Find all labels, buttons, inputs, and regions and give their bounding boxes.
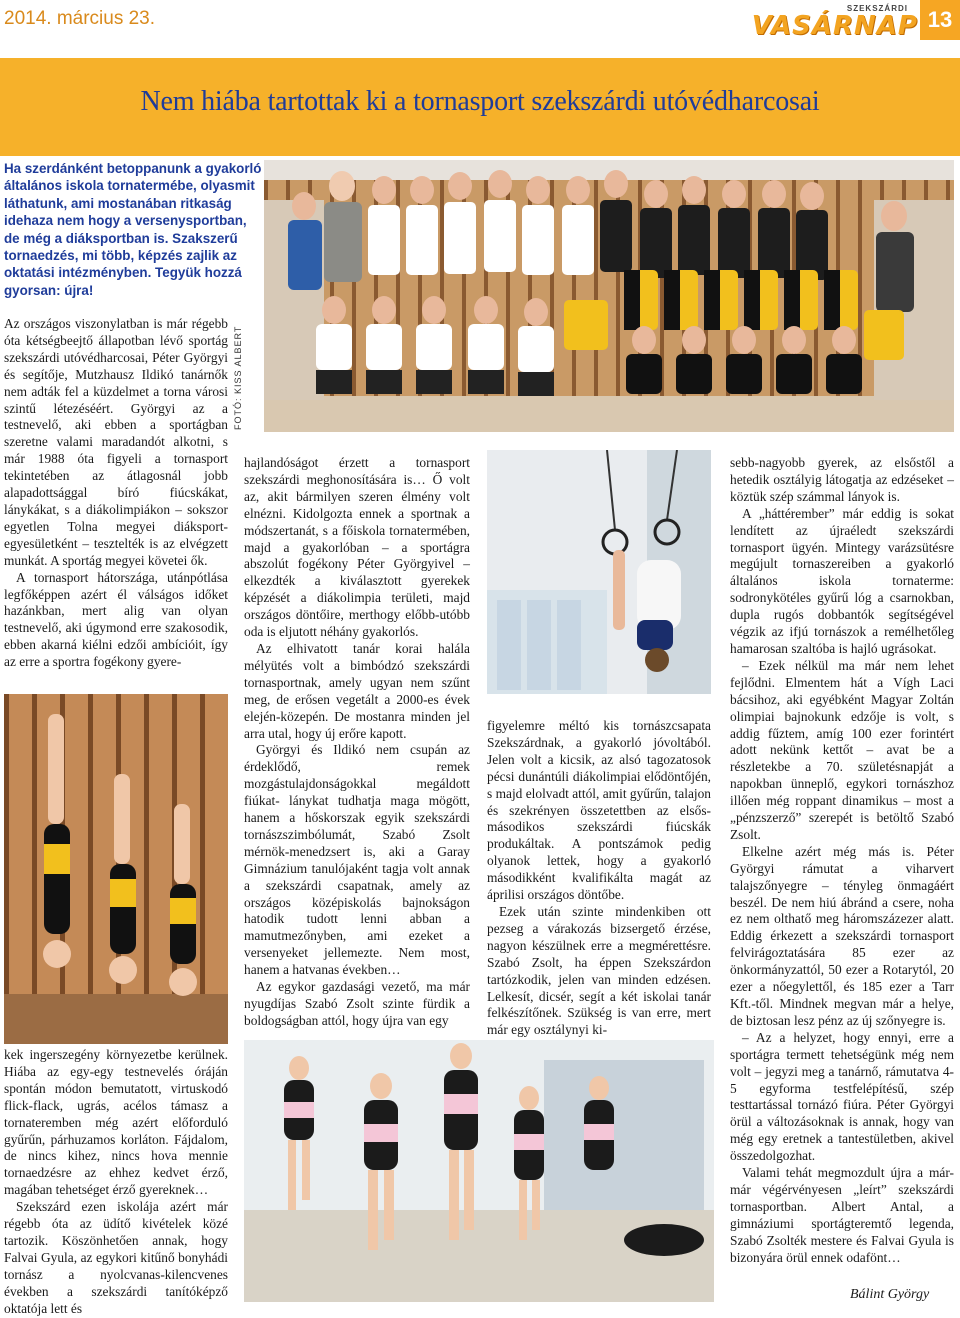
photo-credit [231, 300, 247, 430]
issue-date: 2014. március 23. [4, 8, 156, 29]
paragraph: – Az a helyzet, hogy ennyi, erre a sportágra termett tehetségünk még nem volt – jegyzi meg a tanárnő, rámutatva 4-5 egyforma testfelépítésű, szép testtartással tornázó fiúra. Péter Györgyi örül a változásoknak is annak, hogy van még egy eretnek a tantestületben, akivel összedolgozhat. [730, 1029, 954, 1164]
group-photo-image [264, 160, 954, 432]
paragraph: Az országos viszonylatban is már régebb óta kétségbeejtő állapotban lévő sportág szekszárdi utóvédharcosai, Péter Györgyi és segítője, Mutzhausz Ildikó tanárnők nem adták fel a küzdelmet a torna városi szintű létezéséért. Györgyi az a testnevelő, aki ebben a sportágban szeretne valami maradandót alkotni, s már 1988 óta figyeli a tornasport tekintetében az átlagosnál jobb alapadottsággal bíró fiúcskákat, lánykákat, s a diákolimpiákon – sokszor egyetlen Tolna megyei diáksport-egyesületként – tesztelték is az elvégzett munkát. A sportág megyei követei ők. [4, 316, 228, 568]
girls-training-photo [244, 1040, 714, 1302]
text-column-4 [730, 455, 954, 1267]
page-number: 13 [920, 0, 960, 40]
text-column-1-continued [4, 1047, 228, 1318]
paragraph: Szekszárd ezen iskolája azért már régebb óta az üdítő kivételek közé tartozik. Köszönhetően annak, hogy Falvai Gyula, az egykori kitűnő bonyhádi tornász a nyolcvanas-kilencvenes években a szekszárdi tanítóképző oktatója lett és [4, 1199, 228, 1316]
newspaper-logo [751, 2, 918, 41]
paragraph: Az elhivatott tanár korai halála mélyütés volt a bimbódzó szekszárdi tornasportnak, amely ugyan nem szűnt meg, de erősen vegetált a 2000-es évek elején-közepén. De mostanra minden jel arra utal, hogy új erőre kapott. [244, 640, 470, 741]
paragraph: Györgyi és Ildikó nem csupán az érdeklődő, remek mozgástulajdonságokkal megáldott fiúkat- lánykat tudhatja maga mögött, hanem a hőskorszak egyik szekszárdi tornászszimbólumát, Szabó Zsolt mérnök-menedzsert is, aki a Garay Gimnázium tanulójaként tagja volt annak a szekszárdi csapatnak, amely az országos középiskolás bajnokságon hatodik tudott lenni abban a mamutmezőnyben, ami ezeket a versenyeket jellemezte. Nem most, hanem a hatvanas években… [244, 742, 470, 978]
paragraph: sebb-nagyobb gyerek, az elsőstől a hetedik osztályig látogatja az edzéseket – köztük szép számmal lányok is. [730, 455, 954, 504]
paragraph: Valami tehát megmozdult újra a már-már végérvényesen „leírt” szekszárdi tornasportban. Albert Antal, a gimnáziumi sportágteremtő legenda, Szabó Zsolték mestere és Falvai Gyula is bizonyára örül ennek odafönt… [730, 1165, 954, 1265]
paragraph: – Ezek nélkül ma már nem lehet fejlődni. Elmentem hát a Vígh Laci bácsihoz, aki egyébként Magyar Zoltán olimpiai bajnokunk edzője is volt, s addig fűztem, amíg 100 ezer forintért adott nekünk kettőt – avat be a részletekbe a 70. születésnapját a napokban ünneplő, egykori tornászhoz illően még roppant dinamikus – most a „pénzszerző” szerepét is betöltő Szabó Zsolt. [730, 657, 954, 842]
article-lead: Ha szerdánként betoppanunk a gyakorló általános iskola tornatermébe, olyasmit láthatunk, ami mostanában ritkaság idehaza nem hogy a versenysportban, de még a diáksportban is. Szakszerű tornaedzés, mi több, képzés zajlik az oktatási intézményben. Tegyük hozzá gyorsan: újra! [4, 161, 262, 298]
logo-big-text: VASÁRNAP [751, 11, 918, 41]
paragraph: Ezek után szinte mindenkiben ott pezseg a várakozás bizsergető érzése, nagyon készülnek erre a megmérettésre. Szabó Zsolt, ha éppen Szekszárdon tartózkodik, jelen van minden edzésen. Lelkesít, dicsér, segít a két iskolai tanár felkészítőnek. Szükség is van erre, mert már egy osztálynyi ki- [487, 903, 711, 1038]
paragraph: kek ingerszegény környezetbe kerülnek. Hiába az egy-egy testnevelés óráján spontán módon bemutatott, virtuskodó flick-flack, ugrás, acélos támasz a tornateremben még azért előforduló gyűrűn, párhuzamos korláton. Fájdalom, de nincs kihez, nincs hova mennie tornaedzésre az ehhez kedvet érző, magában tehetséget érző gyereknek… [4, 1047, 228, 1198]
paragraph: hajlandóságot érzett a tornasport szekszárdi meghonosítására is… Ő volt az, akit bármilyen szeren élmény volt elnézni. Kidolgozta ennek a sportnak a módszertanát, s a főiskola tornatermében, majd a gyakorlóban – a sportágra abszolút fogékony Péter Györgyivel – elkezdték a kiválasztott gyerekek képzését a diákolimpia területi, majd országos döntőire, merthogy előbb-utóbb oda is eljutott néhány gyakorlós. [244, 455, 470, 640]
girls-training-photo-image [244, 1040, 714, 1302]
paragraph: Elkelne azért még más is. Péter Györgyi rámutat a viharvert talajszőnyegre – tényleg önmagáért beszél. De nem hiú ábránd a csere, noha ez nem olthatő meg háromszázezer alatt. Eddig érkezett a szekszárdi tornasport felvirágoztatására 85 ezer az önkormányzattól, 50 ezer a Rotarytól, 20 ezer a nőegylettől, és 185 ezer a Tarr Kft.-től. Mindnek megvan már a helye, de biztosan lesz pénz az új szőnyegre is. [730, 843, 954, 1028]
paragraph: Az egykor gazdasági vezető, ma már nyugdíjas Szabó Zsolt szinte fürdik a boldogságban attól, hogy újra van egy [244, 979, 470, 1028]
text-column-1 [4, 316, 228, 671]
handstand-photo-image [4, 694, 228, 1044]
rings-photo-image [487, 450, 711, 694]
logo-small-text: SZEKSZÁRDI [846, 4, 908, 13]
handstand-photo [4, 694, 228, 1044]
paragraph: A tornasport hátországa, utánpótlása legfőképpen azért él válságos időket hazánkban, mert alig van olyan testnevelő, aki úgymond erre szakosodik, ebben akarná kiélni edzői ambícióit, így az erre a sportra fogékony gyere- [4, 569, 228, 670]
article-headline: Nem hiába tartottak ki a tornasport szekszárdi utóvédharcosai [140, 86, 820, 117]
group-photo [264, 160, 954, 432]
photo-credit-text: FOTÓ: KISS ALBERT [233, 325, 243, 430]
paragraph: A „háttérember” már eddig is sokat lendített az újraéledt szekszárdi tornasport ügyén. Mintegy varázsütésre megújult tornaszereiben a gyakorló általános iskola tornaterme: sodronykötéles gyűrű lóg a csarnokban, dupla rugós dobbantók segítségével végzik az ifjú tornászok a remélhetőleg hamarosan szaltóba is hajló ugrásokat. [730, 505, 954, 656]
paragraph: figyelemre méltó kis tornászcsapata Szekszárdnak, a gyakorló jóvoltából. Jelen volt a kicsik, az alsó tagozatosok pécsi dunántúli diákolimpiai elődöntőjén, s majd elolvadt attól, amit gyűrűn, talajon és szekrényen összetettben az elsős-másodikos szekszárdi fiúcskák produkáltak. A pontszámok pedig olyanok lettek, hogy a gyakorló másodikként kvalifikálta magát az áprilisi országos döntőbe. [487, 718, 711, 903]
author-signature: Bálint György [850, 1287, 930, 1302]
text-column-2 [244, 455, 470, 1030]
rings-photo [487, 450, 711, 694]
text-column-3 [487, 718, 711, 1039]
